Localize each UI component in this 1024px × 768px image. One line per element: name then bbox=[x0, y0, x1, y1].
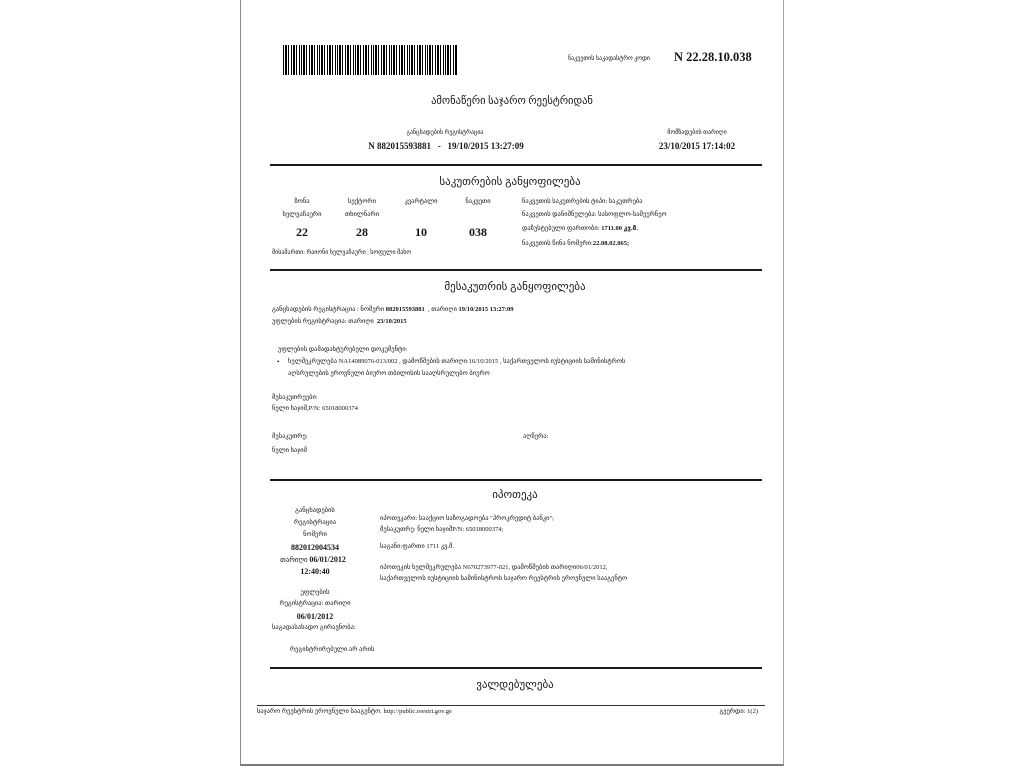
quarter-value: 10 bbox=[415, 225, 427, 239]
document-line-2: აღსრულების ეროვნული ბიურო თბილისის სააღსრულებო ბიურო bbox=[288, 370, 490, 377]
mortgage-registration-time: 12:40:40 bbox=[300, 567, 330, 576]
application-value: N 882015593881 - 19/10/2015 13:27:09 bbox=[368, 141, 524, 151]
mortgage-contract-line-2: საქართველოს იუსტიციის სამინისტროს საჯარო რეესტრის ეროვნული სააგენტო bbox=[380, 575, 628, 582]
area-value: 1711.00 კვ.მ. bbox=[601, 225, 638, 232]
mortgage-right-line: რეგისტრაცია: თარიღი bbox=[279, 600, 351, 607]
owner-application-line bbox=[272, 307, 514, 314]
mortgage-registration-line: ნომერი bbox=[303, 531, 327, 538]
sector-name: თხილნარი bbox=[344, 211, 380, 218]
parcel-value: 038 bbox=[469, 225, 487, 239]
tax-lien-value: რეგისტრირებული არ არის bbox=[290, 646, 375, 653]
owner-value: ნელი ხაჯიშ bbox=[272, 447, 307, 454]
mortgage-registration-line: რეგისტრაცია bbox=[293, 519, 337, 526]
mortgage-registration-date-line bbox=[280, 556, 346, 564]
address: მისამართი: რაიონი ხელვაჩაური , სოფელი მახო bbox=[272, 250, 412, 256]
document-line-1: ხელშეკრულება NA14089076-013/002 , დამოწმების თარიღი:16/10/2015 , საქართველოს იუსტიციის სამინისტროს bbox=[288, 358, 626, 365]
land-purpose: ნაკვეთის დანიშნულება: სასოფლო-სამეურნეო bbox=[522, 211, 667, 218]
right-registration-date: 23/10/2015 bbox=[377, 318, 407, 325]
application-label: განცხადების რეგისტრაცია bbox=[406, 130, 484, 136]
zone-label: ზონა bbox=[294, 198, 310, 205]
barcode bbox=[283, 45, 458, 75]
prepared-label: მომზადების თარიღი bbox=[667, 130, 727, 136]
section-divider bbox=[270, 479, 762, 481]
mortgage-subject: საგანი:ფართი 1711 კვ.მ. bbox=[380, 543, 455, 550]
parcel-label: ნაკვეთი bbox=[465, 198, 491, 205]
footer-divider bbox=[257, 705, 765, 706]
previous-number-value: 22.08.02.065; bbox=[592, 240, 630, 247]
owner-section-title: მესაკუთრის განყოფილება bbox=[444, 281, 586, 293]
tax-lien-label: საგადასახადო გირავნობა: bbox=[272, 624, 356, 631]
zone-value: 22 bbox=[296, 225, 308, 239]
mortgage-owner: მესაკუთრე: ნელი ხაჯიშP/N: 65018000374; bbox=[380, 526, 504, 533]
obligation-section-title: ვალდებულება bbox=[476, 679, 554, 691]
area-label: დაზუსტებული ფართობი: bbox=[522, 225, 602, 232]
mortgage-registration-date: 06/01/2012 bbox=[309, 555, 346, 564]
footer-agency: საჯარო რეესტრის ეროვნული სააგენტო. http://public.reestri.gov.ge bbox=[257, 708, 452, 715]
cadastral-code: N 22.28.10.038 bbox=[674, 50, 752, 64]
section-divider bbox=[270, 269, 762, 271]
mortgage-registration-date-label: თარიღი bbox=[280, 556, 310, 564]
owner-application-date-label: , თარიღი bbox=[424, 306, 459, 313]
owner-application-label: განცხადების რეგისტრაცია : ნომერი bbox=[272, 306, 386, 313]
property-section-title: საკუთრების განყოფილება bbox=[439, 176, 581, 188]
mortgage-right-date: 06/01/2012 bbox=[296, 612, 334, 621]
mortgagee: იპოთეკარი: სააქციო საზოგადოება "პროკრედიტ ბანკი"; bbox=[380, 515, 554, 522]
mortgage-right-line: უფლების bbox=[300, 589, 330, 596]
ownership-type: ნაკვეთის საკუთრების ტიპი: საკუთრება bbox=[522, 198, 643, 205]
quarter-label: კვარტალი bbox=[404, 198, 438, 205]
right-registration-label: უფლების რეგისტრაცია: თარიღი bbox=[272, 318, 378, 325]
section-divider bbox=[270, 667, 762, 669]
prepared-value: 23/10/2015 17:14:02 bbox=[658, 141, 736, 151]
area-line bbox=[522, 226, 638, 233]
previous-number-line bbox=[522, 241, 629, 248]
mortgage-registration-line: განცხადების bbox=[295, 507, 335, 514]
right-registration-line bbox=[272, 319, 407, 326]
document-title: ამონაწერი საჯარო რეესტრიდან bbox=[431, 96, 593, 107]
owner-application-date: 19/10/2015 13:27:09 bbox=[458, 306, 514, 313]
description-label: აღწერა: bbox=[523, 433, 549, 440]
owner-application-number: 882015593881 bbox=[385, 306, 425, 313]
mortgage-section-title: იპოთეკა bbox=[492, 489, 538, 501]
owners-value: ნელი ხაჯიშ,P/N: 65018000374 bbox=[272, 405, 358, 412]
owners-label: მესაკუთრეები: bbox=[272, 394, 318, 401]
previous-number-label: ნაკვეთის წინა ნომერი: bbox=[522, 240, 593, 247]
document-heading: უფლების დამადასტურებელი დოკუმენტი: bbox=[278, 346, 408, 353]
zone-name: ხელვაჩაური bbox=[282, 211, 322, 218]
mortgage-contract-line-1: იპოთეკის ხელშეკრულება N670273977-021, დამოწმების თარიღი06/01/2012, bbox=[380, 564, 608, 571]
section-divider bbox=[270, 164, 762, 166]
bullet-icon: • bbox=[277, 358, 280, 366]
mortgage-registration-number: 882012004534 bbox=[291, 543, 339, 552]
sector-value: 28 bbox=[356, 225, 368, 239]
sector-label: სექტორი bbox=[348, 198, 376, 205]
page-number: გვერდი: 1(2) bbox=[719, 708, 758, 715]
owner-label: მესაკუთრე: bbox=[272, 433, 308, 440]
cadastral-code-label: ნაკვეთის საკადასტრო კოდი bbox=[568, 56, 650, 62]
